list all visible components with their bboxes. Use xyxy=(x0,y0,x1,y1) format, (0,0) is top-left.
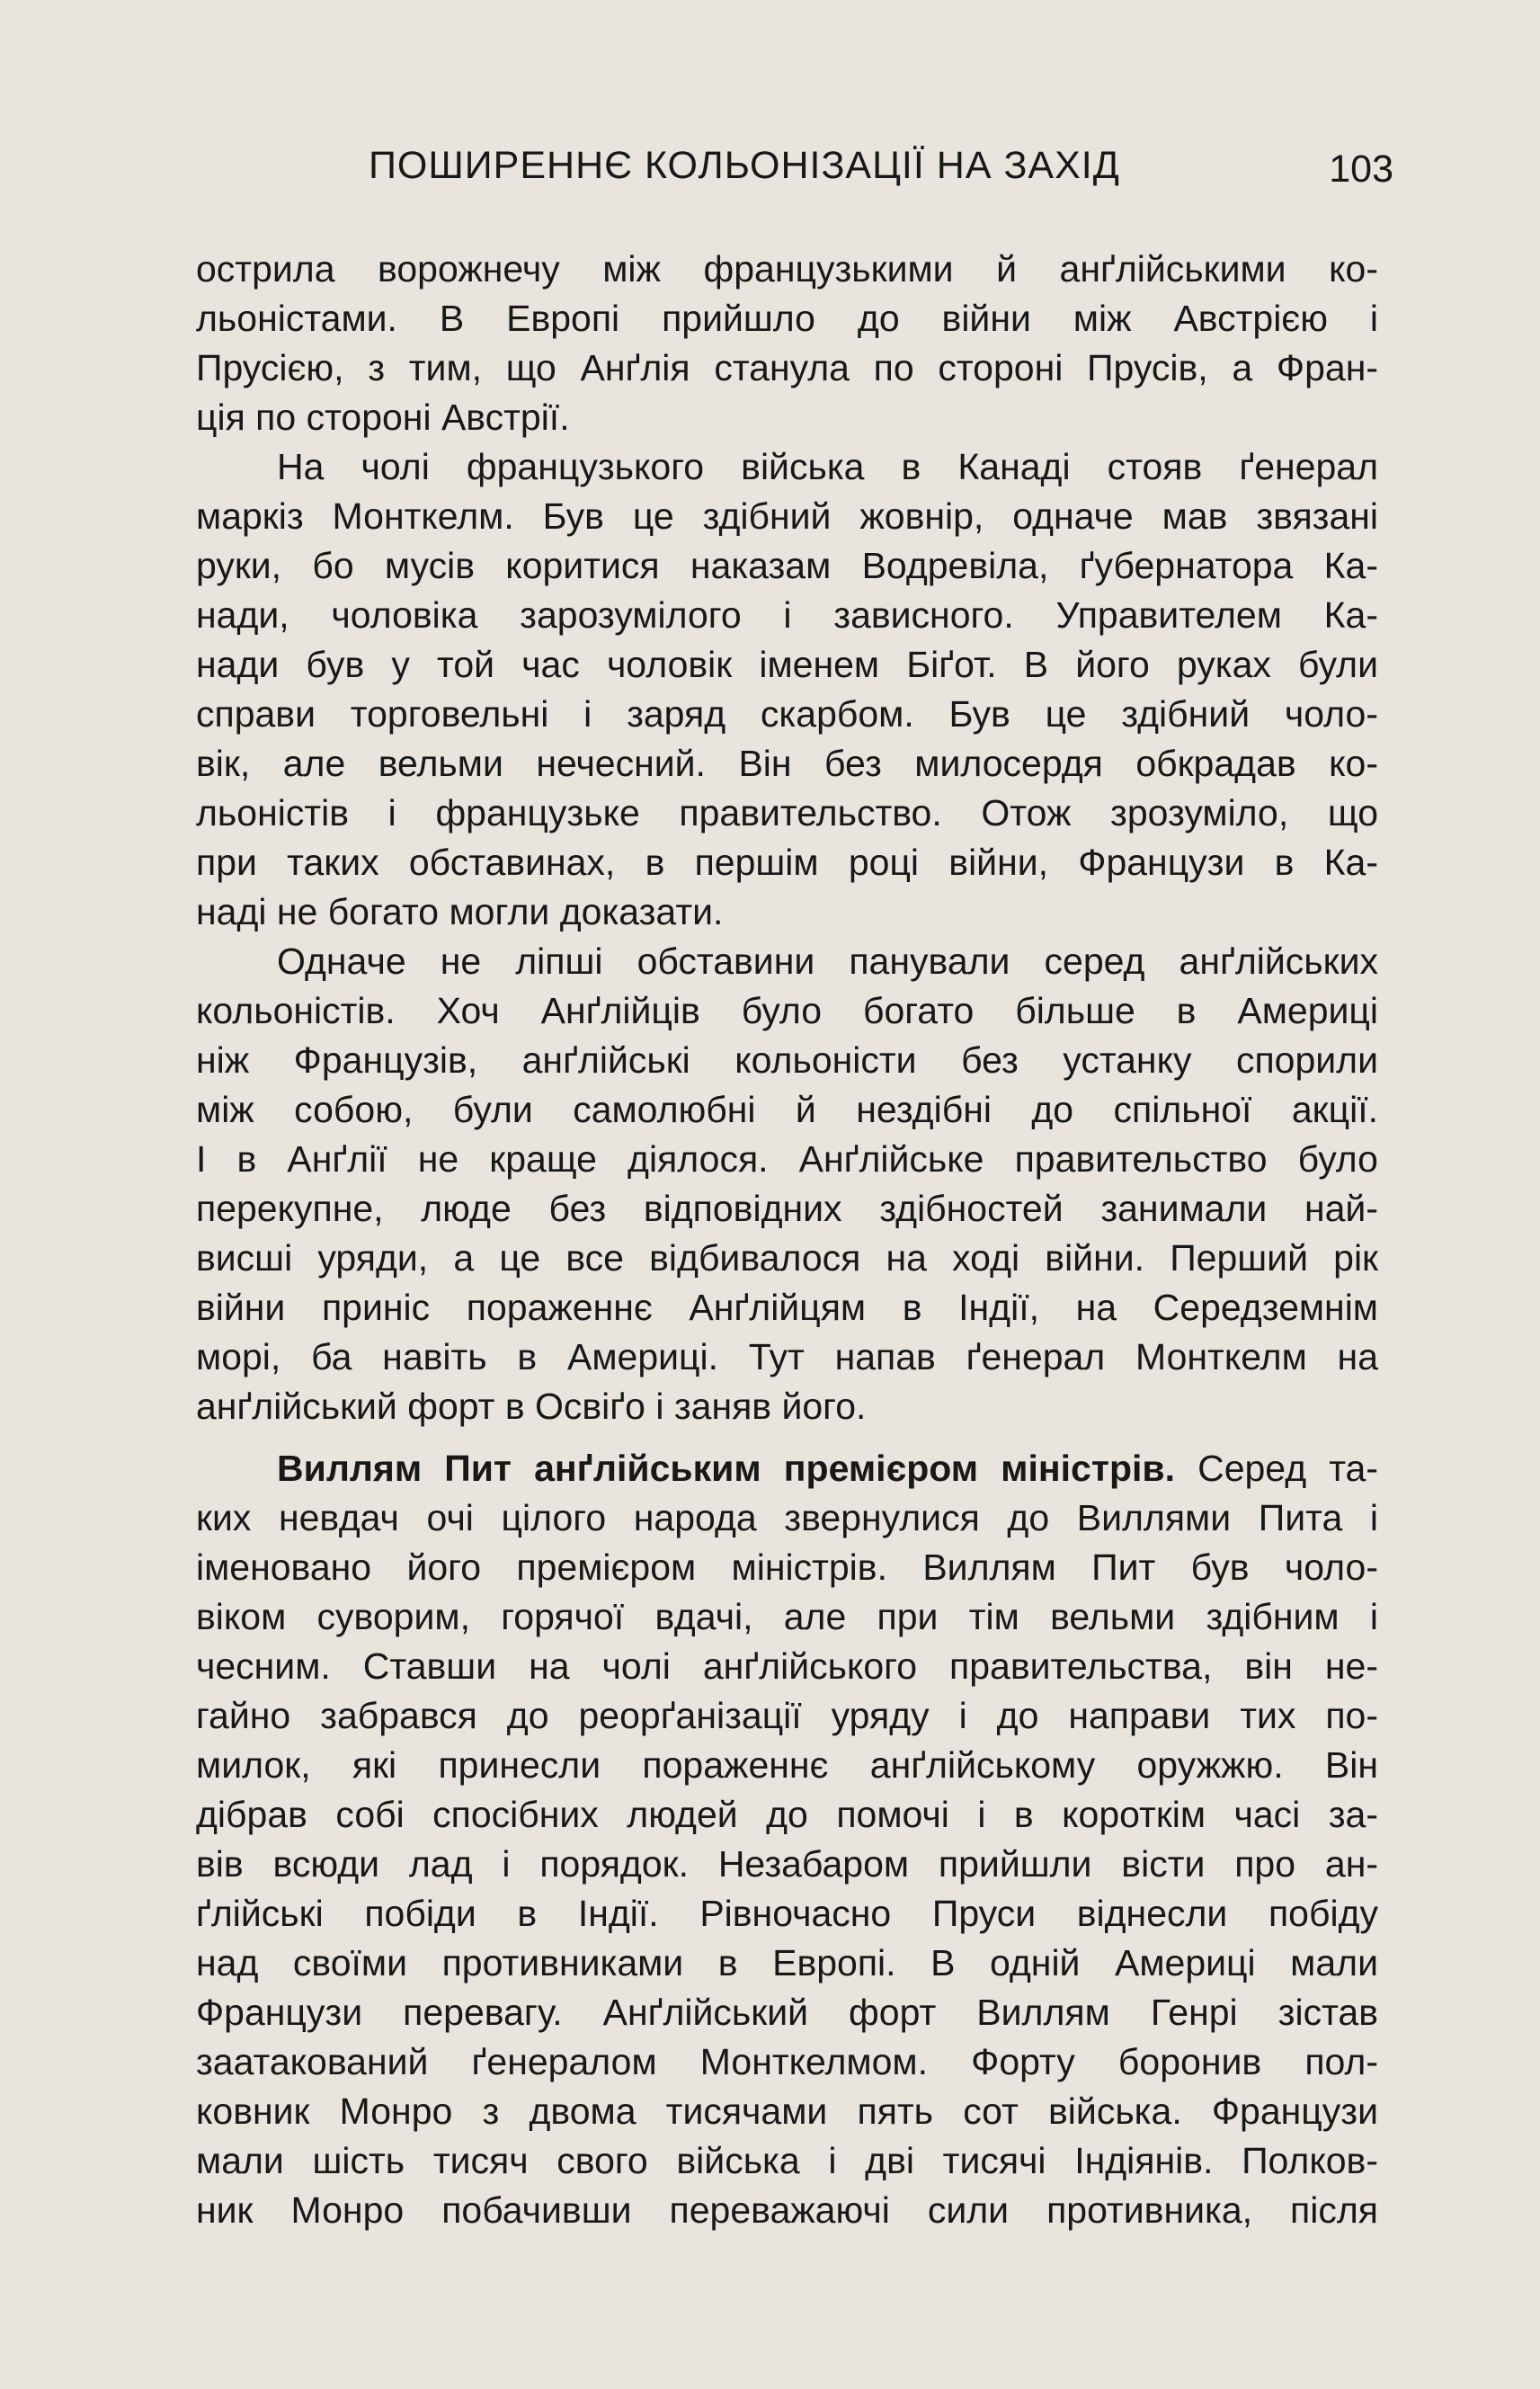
paragraph-1 xyxy=(196,245,1378,442)
text-line: між собою, були самолюбні й нездібні до спільної акції. xyxy=(196,1089,1378,1130)
text-line: На чолі французького війська в Канаді стояв ґенерал xyxy=(277,446,1378,487)
text-line: милок, які принесли пораженнє анґлійському оружжю. Він xyxy=(196,1744,1378,1786)
text-line: вів всюди лад і порядок. Незабаром прийшли вісти про ан- xyxy=(196,1843,1378,1885)
running-head: ПОШИРЕННЄ КОЛЬОНІЗАЦІЇ НА ЗАХІД xyxy=(369,144,1120,187)
paragraph-gap xyxy=(196,1431,1378,1444)
text-line: льоністів і французьке правительство. Отож зрозуміло, що xyxy=(196,792,1378,833)
text-line: ник Монро побачивши переважаючі сили противника, після xyxy=(196,2189,1378,2231)
text-line: ковник Монро з двома тисячами пять сот війська. Французи xyxy=(196,2090,1378,2132)
text-line: висші уряди, а це все відбивалося на ході війни. Перший рік xyxy=(196,1237,1378,1279)
text-line: ких невдач очі цілого народа звернулися до Виллями Пита і xyxy=(196,1497,1378,1538)
text-line: ніж Французів, анґлійські кольоністи без устанку спорили xyxy=(196,1039,1378,1081)
text-line: Одначе не ліпші обставини панували серед анґлійських xyxy=(277,940,1378,982)
text-line: острила ворожнечу між французькими й анґлійськими ко- xyxy=(196,248,1378,290)
body-text xyxy=(196,245,1378,2235)
text-line: анґлійський форт в Освіґо і заняв його. xyxy=(196,1386,867,1427)
text-line: кольоністів. Хоч Анґлійців було богато більше в Америці xyxy=(196,990,1378,1031)
paragraph-4 xyxy=(196,1444,1378,2235)
text-line: перекупне, люде без відповідних здібностей занимали най- xyxy=(196,1188,1378,1229)
section-heading: Виллям Пит анґлійським премієром міністрів. xyxy=(277,1448,1175,1489)
text-line: нади, чоловіка зарозумілого і зависного. Управителем Ка- xyxy=(196,594,1378,636)
text-line: віком суворим, горячої вдачі, але при тім вельми здібним і xyxy=(196,1596,1378,1637)
text-line: заатакований ґенералом Монткелмом. Форту боронив пол- xyxy=(196,2041,1378,2082)
text-line: Французи перевагу. Анґлійський форт Виллям Генрі зістав xyxy=(196,1992,1378,2033)
text-line: справи торговельні і заряд скарбом. Був це здібний чоло- xyxy=(196,693,1378,735)
text-line: при таких обставинах, в першім році війни, Французи в Ка- xyxy=(196,842,1378,883)
text-line: руки, бо мусів коритися наказам Водревіла, ґубернатора Ка- xyxy=(196,545,1378,586)
section-heading-continuation: Серед та- xyxy=(1197,1448,1378,1489)
text-line: нади був у той час чоловік іменем Біґот. В його руках були xyxy=(196,644,1378,685)
text-line: ґлійські побіди в Індії. Рівночасно Пруси віднесли побіду xyxy=(196,1893,1378,1934)
page-header xyxy=(369,144,1393,207)
text-line: гайно забрався до реорґанізації уряду і до направи тих по- xyxy=(196,1695,1378,1736)
text-line xyxy=(196,1444,1378,1493)
text-line: мали шість тисяч свого війська і дві тисячі Індіянів. Полков- xyxy=(196,2140,1378,2181)
text-line: льоністами. В Европі прийшло до війни між Австрією і xyxy=(196,298,1378,339)
text-line: Прусією, з тим, що Анґлія станула по стороні Прусів, а Фран- xyxy=(196,347,1378,388)
paragraph-3 xyxy=(196,937,1378,1431)
text-line: маркіз Монткелм. Був це здібний жовнір, одначе мав звязані xyxy=(196,495,1378,537)
text-line: морі, ба навіть в Америці. Тут напав ґенерал Монткелм на xyxy=(196,1336,1378,1377)
text-line: чесним. Ставши на чолі анґлійського правительства, він не- xyxy=(196,1645,1378,1687)
paragraph-2 xyxy=(196,442,1378,937)
text-line: над своїми противниками в Европі. В одній Америці мали xyxy=(196,1942,1378,1983)
text-line: дібрав собі спосібних людей до помочі і в короткім часі за- xyxy=(196,1794,1378,1835)
page-number: 103 xyxy=(1329,147,1393,191)
text-line: ція по стороні Австрії. xyxy=(196,397,570,438)
text-line: наді не богато могли доказати. xyxy=(196,891,724,932)
text-line: вік, але вельми нечесний. Він без милосердя обкрадав ко- xyxy=(196,743,1378,784)
text-line: війни приніс пораженнє Анґлійцям в Індії, на Середземнім xyxy=(196,1287,1378,1328)
text-line: І в Анґлії не краще діялося. Анґлійське правительство було xyxy=(196,1138,1378,1180)
text-line: іменовано його премієром міністрів. Виллям Пит був чоло- xyxy=(196,1547,1378,1588)
